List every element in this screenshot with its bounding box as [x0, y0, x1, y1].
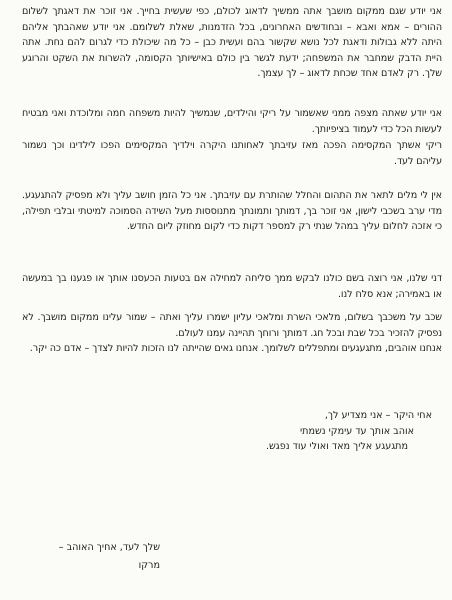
- paragraph-3: ריקי אשתך המקסימה הפכה מאז עזיבתך לאחותנו היקרה וילדיך המקסימים הפכו לילדינו וכך נשמור עליהם לעד.: [22, 140, 442, 167]
- signature-block: [59, 540, 160, 573]
- closing-line-3: מתגעגע אליך מאד ואולי עוד נפגש.: [265, 441, 408, 452]
- closing-line-2: אוהב אותך עד עימקי נשמתי: [300, 425, 414, 437]
- paragraph-2: אני יודע שאתה מצפה ממני שאשמור על ריקי והילדים, שנמשיך להיות משפחה חמה ומלוכדת ואני מבטיח לעשות הכל כדי לעמוד בציפיותך.: [22, 108, 442, 135]
- closing-line-1: אחי היקר – אני מצדיע לך,: [324, 410, 432, 421]
- paragraph-1: אני יודע שגם ממקום מושבך אתה ממשיך לדאוג לכולם, כפי שעשית בחייך. אני זוכר את דאגתך לשלום ההורים – אמא ואבא – ובחודשים האחרונים, בכל הזדמנות, שאלת לשלומם. אני יודע שאהבתך אליהם היתה ללא גבולות ודאגת לכל נושא שקשור בהם ועשית כבן – כל מה שיכולת כדי לגרום להם נחת. אתה היית הדבק שמחבר את המשפחה; ידעת לגשר בין כולם באישיותך הקסומה, להשרות את השקט והרוגע שלך. רק לאדם אחד שכחת לדאוג – לך עצמך.: [22, 6, 442, 79]
- paragraph-7: אנחנו אוהבים, מתגעגעים ומתפללים לשלומך. אנחנו גאים שהייתה לנו הזכות להיות לצדך – אדם כה יקר.: [29, 343, 442, 354]
- paragraph-5: דני שלנו, אני רוצה בשם כולנו לבקש ממך סליחה למחילה אם בטעות הכעסנו אותך או פגענו בך במעשה או באמירה; אנא סלח לנו.: [22, 273, 442, 300]
- signature-line: שלך לעד, אחיך האוהב –: [58, 542, 160, 553]
- signature-name: מרקו: [138, 559, 160, 571]
- paragraph-6: שכב על משכבך בשלום, מלאכי השרת ומלאכי עליון ישמרו עליך ואתה – שמור עלינו ממקום מושבך. לא נפסיק להזכיר בכל שבת ובכל חג. דמותך ורוחך תהיינה עמנו לעולם.: [22, 312, 442, 339]
- paragraph-4: אין לי מלים לתאר את התהום והחלל שהותרת עם עזיבתך. אני כל הזמן חושב עליך ולא מפסיק להתגעגע. מדי ערב בשכבי לישון, אני זוכר בך, דמותך ותמונתך מתנוססות מעל השידה הסמוכה למיטתי ובלבי תפילה, כי אזכה לחלום עליך במהל שנתי רק למספר דקות כדי לקום מחוזק ליום החדש.: [22, 190, 442, 232]
- closing-block: [266, 408, 432, 455]
